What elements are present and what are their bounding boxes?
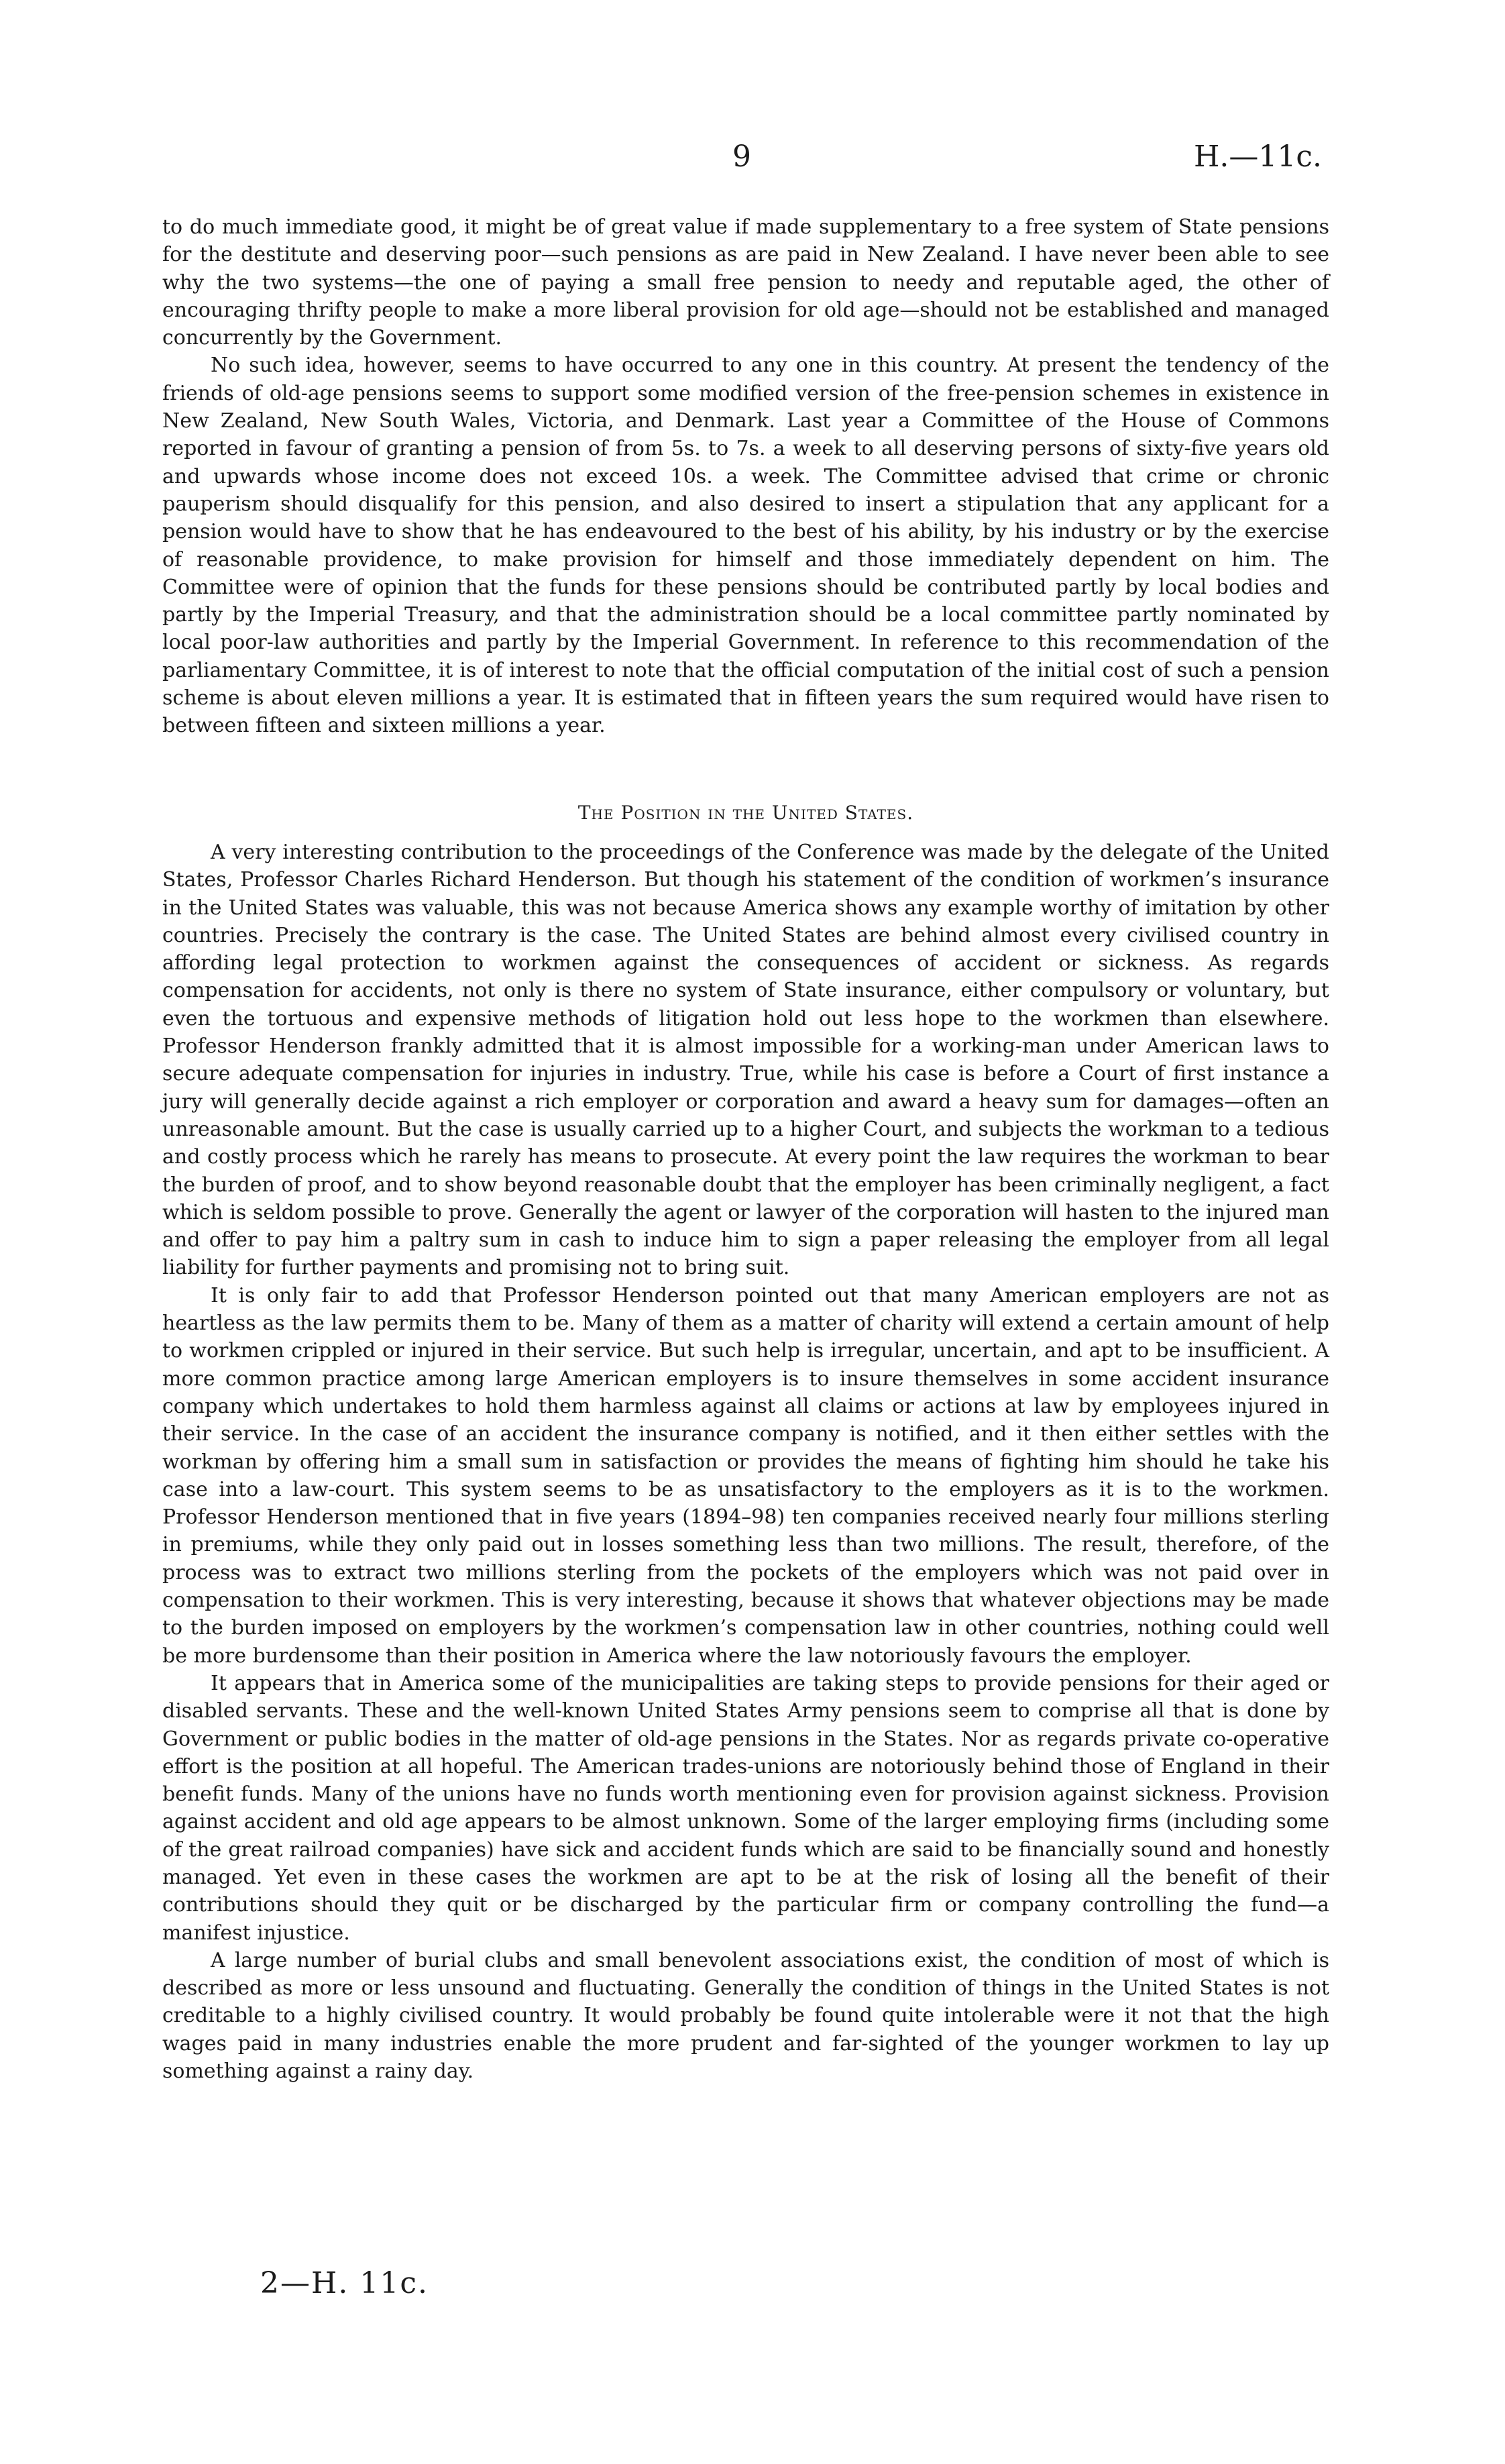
section-text [162, 839, 1329, 2085]
signature-mark: 2—H. 11c. [260, 2266, 429, 2300]
intro-text [162, 213, 1329, 740]
section-heading: The Position in the United States. [577, 802, 914, 824]
page-number: 9 [732, 140, 751, 174]
paragraph: A very interesting contribution to the proceedings of the Conference was made by the delegate of the United States, Professor Charles Richard Henderson. But though his statement of the condition of workmen’s insurance in the United States was valuable, this was not because America shows any example worthy of imitation by other countries. Precisely the contrary is the case. The United States are behind almost every civilised country in affording legal protection to workmen against the consequences of accident or sickness. As regards compensation for accidents, not only is there no system of State insurance, either compulsory or voluntary, but even the tortuous and expensive methods of litigation hold out less hope to the workmen than elsewhere. Professor Henderson frankly admitted that it is almost impossible for a working-man under American laws to secure adequate compensation for injuries in industry. True, while his case is before a Court of first instance a jury will generally decide against a rich employer or corporation and award a heavy sum for damages—often an unreasonable amount. But the case is usually carried up to a higher Court, and subjects the workman to a tedious and costly process which he rarely has means to prosecute. At every point the law requires the workman to bear the burden of proof, and to show beyond reasonable doubt that the employer has been criminally negligent, a fact which is seldom possible to prove. Generally the agent or lawyer of the corporation will hasten to the injured man and offer to pay him a paltry sum in cash to induce him to sign a paper releasing the employer from all legal liability for further payments and promising not to bring suit. [162, 841, 1329, 1280]
paragraph: to do much immediate good, it might be of great value if made supplementary to a free system of State pensions for the destitute and deserving poor—such pensions as are paid in New Zealand. I have never been able to see why the two systems—the one of paying a small free pension to needy and reputable aged, the other of encouraging thrifty people to make a more liberal provision for old age—should not be established and managed concurrently by the Government. [162, 215, 1329, 350]
paragraph: It appears that in America some of the municipalities are taking steps to provide pensions for their aged or disabled servants. These and the well-known United States Army pensions seem to comprise all that is done by Government or public bodies in the matter of old-age pensions in the States. Nor as regards private co-operative effort is the position at all hopeful. The American trades-unions are notoriously behind those of England in their benefit funds. Many of the unions have no funds worth mentioning even for provision against sickness. Provision against accident and old age appears to be almost unknown. Some of the larger employing firms (including some of the great railroad companies) have sick and accident funds which are said to be financially sound and honestly managed. Yet even in these cases the workmen are apt to be at the risk of losing all the benefit of their contributions should they quit or be discharged by the particular firm or company controlling the fund—a manifest injustice. [162, 1671, 1329, 1945]
paragraph: It is only fair to add that Professor Henderson pointed out that many American employers are not as heartless as the law permits them to be. Many of them as a matter of charity will extend a certain amount of help to workmen crippled or injured in their service. But such help is irregular, uncertain, and apt to be insufficient. A more common practice among large American employers is to insure themselves in some accident insurance company which undertakes to hold them harmless against all claims or actions at law by employees injured in their service. In the case of an accident the insurance company is notified, and it then either settles with the workman by offering him a small sum in satisfaction or provides the means of fighting him should he take his case into a law-court. This system seems to be as unsatisfactory to the employers as it is to the workmen. Professor Henderson mentioned that in five years (1894–98) ten companies received nearly four millions sterling in premiums, while they only paid out in losses something less than two millions. The result, therefore, of the process was to extract two millions sterling from the pockets of the employers which was not paid over in compensation to their workmen. This is very interesting, because it shows that whatever objections may be made to the burden imposed on employers by the workmen’s compensation law in other countries, nothing could well be more burdensome than their position in America where the law notoriously favours the employer. [162, 1283, 1329, 1668]
paragraph: No such idea, however, seems to have occurred to any one in this country. At present the tendency of the friends of old-age pensions seems to support some modified version of the free-pension schemes in existence in New Zealand, New South Wales, Victoria, and Denmark. Last year a Committee of the House of Commons reported in favour of granting a pension of from 5s. to 7s. a week to all deserving persons of sixty-five years old and upwards whose income does not exceed 10s. a week. The Committee advised that crime or chronic pauperism should disqualify for this pension, and also desired to insert a stipulation that any applicant for a pension would have to show that he has endeavoured to the best of his ability, by his industry or by the exercise of reasonable providence, to make provision for himself and those immediately dependent on him. The Committee were of opinion that the funds for these pensions should be contributed partly by local bodies and partly by the Imperial Treasury, and that the administration should be a local committee partly nominated by local poor-law authorities and partly by the Imperial Government. In reference to this recommendation of the parliamentary Committee, it is of interest to note that the official computation of the initial cost of such a pension scheme is about eleven millions a year. It is estimated that in fifteen years the sum required would have risen to between fifteen and sixteen millions a year. [162, 354, 1329, 738]
paragraph: A large number of burial clubs and small benevolent associations exist, the condition of most of which is described as more or less unsound and fluctuating. Generally the condition of things in the United States is not creditable to a highly civilised country. It would probably be found quite intolerable were it not that the high wages paid in many industries enable the more prudent and far-sighted of the younger workmen to lay up something against a rainy day. [162, 1948, 1329, 2084]
page-reference: H.—11c. [1194, 140, 1322, 174]
